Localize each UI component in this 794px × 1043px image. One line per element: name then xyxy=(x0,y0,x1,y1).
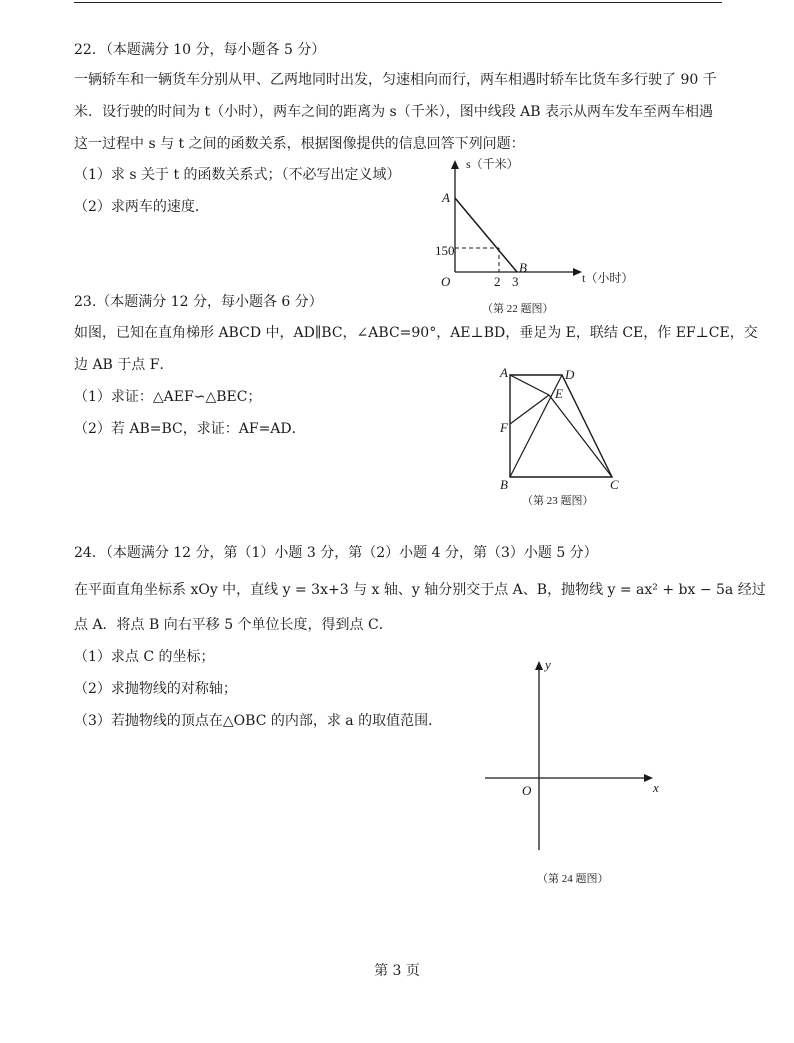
q23-caption: （第 23 题图） xyxy=(522,495,594,507)
q22-label-o: O xyxy=(441,274,451,289)
q24-label-o: O xyxy=(522,783,532,798)
q22-tick-3: 3 xyxy=(512,274,519,289)
q24-label-x: x xyxy=(653,780,659,795)
q23-label-a: A xyxy=(500,365,508,380)
q22-tick-150: 150 xyxy=(435,243,455,258)
q23-label-b: B xyxy=(500,477,508,492)
q23-line1: 如图，已知在直角梯形 ABCD 中，AD∥BC，∠ABC=90°，AE⊥BD，垂足为 E，联结 CE，作 EF⊥CE，交 xyxy=(74,325,758,341)
q22-line1: 一辆轿车和一辆货车分别从甲、乙两地同时出发，匀速相向而行，两车相遇时轿车比货车多行驶了 90 千 xyxy=(74,72,717,88)
q24-line2: 点 A．将点 B 向右平移 5 个单位长度，得到点 C． xyxy=(74,617,393,633)
q22-label-b: B xyxy=(519,260,527,275)
q22-header: 22．（本题满分 10 分，每小题各 5 分） xyxy=(74,42,326,58)
q23-label-c: C xyxy=(610,477,619,492)
q24-header: 24．（本题满分 12 分，第（1）小题 3 分，第（2）小题 4 分，第（3）小题 5 分） xyxy=(74,545,598,561)
q24-sub3: （3）若抛物线的顶点在△OBC 的内部，求 a 的取值范围． xyxy=(74,713,443,729)
q23-label-d: D xyxy=(565,367,575,382)
q23-sub2: （2）若 AB=BC，求证：AF=AD． xyxy=(74,421,306,437)
q22-y-label: s（千米） xyxy=(466,157,519,171)
q24-line1: 在平面直角坐标系 xOy 中，直线 y = 3x+3 与 x 轴、y 轴分别交于点 A、B，抛物线 y = ax² + bx − 5a 经过 xyxy=(74,582,766,598)
q24-sub1: （1）求点 C 的坐标； xyxy=(74,649,215,665)
q22-caption: （第 22 题图） xyxy=(482,303,554,315)
q22-line3: 这一过程中 s 与 t 之间的函数关系，根据图像提供的信息回答下列问题： xyxy=(74,136,525,152)
page-footer: 第 3 页 xyxy=(374,963,420,979)
q23-line2: 边 AB 于点 F． xyxy=(74,357,174,373)
q23-line-ef xyxy=(510,395,549,424)
q23-line-ce xyxy=(549,395,612,477)
q22-line2: 米．设行驶的时间为 t（小时），两车之间的距离为 s（千米），图中线段 AB 表示从两车发车至两车相遇 xyxy=(74,104,714,120)
q24-label-y: y xyxy=(545,657,551,672)
q22-x-label: t（小时） xyxy=(582,271,634,285)
q24-caption: （第 24 题图） xyxy=(537,873,609,885)
q22-label-a: A xyxy=(442,190,450,205)
q24-x-arrow-icon xyxy=(644,774,653,782)
q23-header: 23.（本题满分 12 分，每小题各 6 分） xyxy=(74,294,323,310)
q23-line-ae xyxy=(510,375,549,395)
q23-figure xyxy=(490,360,640,515)
q22-sub1: （1）求 s 关于 t 的函数关系式；（不必写出定义域） xyxy=(74,167,401,183)
q22-y-arrow-icon xyxy=(451,160,459,169)
q23-sub1: （1）求证：△AEF∽△BEC； xyxy=(74,389,262,405)
q22-segment-ab xyxy=(455,198,517,272)
q24-sub2: （2）求抛物线的对称轴； xyxy=(74,681,237,697)
q23-label-f: F xyxy=(500,420,508,435)
q23-label-e: E xyxy=(555,386,563,401)
q22-figure xyxy=(430,150,650,320)
q22-sub2: （2）求两车的速度． xyxy=(74,199,209,215)
top-rule xyxy=(74,2,722,3)
q24-y-arrow-icon xyxy=(535,661,543,670)
q22-x-arrow-icon xyxy=(573,268,582,276)
q22-tick-2: 2 xyxy=(494,274,501,289)
q24-figure xyxy=(475,655,675,895)
